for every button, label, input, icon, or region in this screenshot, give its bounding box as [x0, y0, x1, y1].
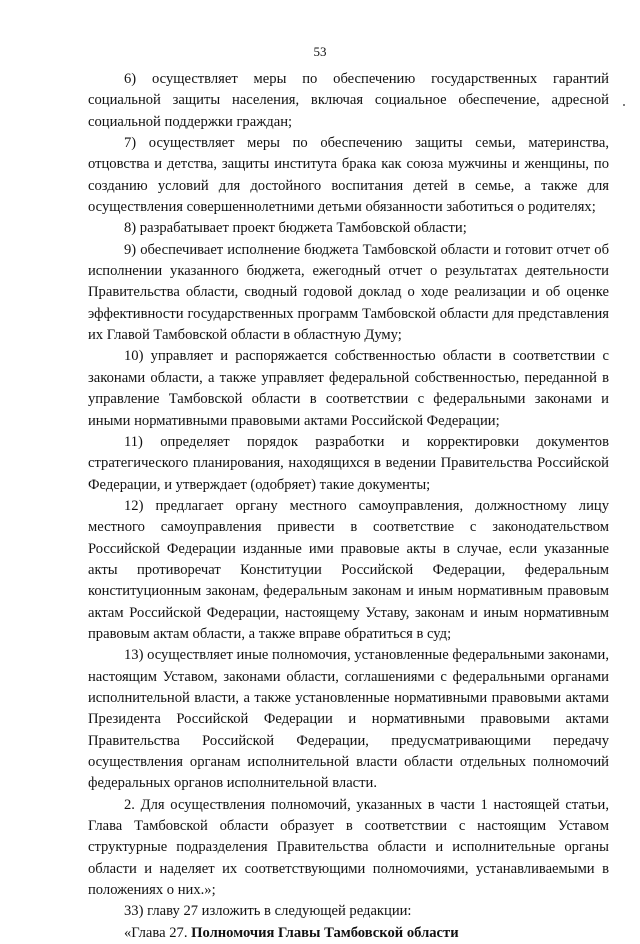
- chapter-heading-title: Полномочия Главы Тамбовской области: [191, 924, 459, 941]
- paragraph-item-11: 11) определяет порядок разработки и корректировки документов стратегического планирования, находящихся в ведении Правительства Российской Федерации, и утверждает (одобряет) такие документы;: [88, 433, 609, 493]
- paragraph-item-7: 7) осуществляет меры по обеспечению защиты семьи, материнства, отцовства и детства, защиты института брака как союза мужчины и женщины, по созданию условий для достойного воспитания детей в семье, а также для осуществления совершеннолетними детьми обязанности заботиться о родителях;: [88, 135, 609, 216]
- page-number: 53: [313, 44, 327, 59]
- paragraph-item-8: 8) разрабатывает проект бюджета Тамбовской области;: [124, 220, 467, 237]
- paragraph-item-10: 10) управляет и распоряжается собственностью области в соответствии с законами области, а также управляет федеральной собственностью, переданной в управление Тамбовской области в соответствии с федеральными законами и иными нормативными правовыми актами Российской Федерации;: [88, 348, 609, 429]
- scan-artifact-dot: [623, 104, 625, 106]
- paragraph-item-6: 6) осуществляет меры по обеспечению государственных гарантий социальной защиты населения, включая социальное обеспечение, адресной социальной поддержки граждан;: [88, 71, 609, 130]
- chapter-heading: [88, 923, 609, 944]
- paragraph-part-2: 2. Для осуществления полномочий, указанных в части 1 настоящей статьи, Глава Тамбовской области образует в соответствии с настоящим Уставом структурные подразделения Правительства области и исполнительные органы области и наделяет их соответствующими полномочиями, устанавливаемыми в положениях о них.»;: [88, 796, 609, 899]
- paragraph-item-13: 13) осуществляет иные полномочия, установленные федеральными законами, настоящим Уставом, законами области, соглашениями с федеральными органами исполнительной власти, а также установленные нормативными правовыми актами Президента Российской Федерации и нормативными правовыми актами Правительства Российской Федерации, предусматривающими передачу осуществления органам исполнительной власти области отдельных полномочий федеральных органов исполнительной власти.: [88, 647, 609, 792]
- paragraph-item-12: 12) предлагает органу местного самоуправления, должностному лицу местного самоуправления привести в соответствие с законодательством Российской Федерации изданные ими правовые акты в случае, если указанные акты противоречат Конституции Российской Федерации, федеральным конституционным законам, федеральным законам и иным нормативным правовым актам Российской Федерации, настоящему Уставу, законам и иным нормативным правовым актам области, а также вправе обратиться в суд;: [88, 497, 609, 642]
- paragraph-item-9: 9) обеспечивает исполнение бюджета Тамбовской области и готовит отчет об исполнении указанного бюджета, ежегодный отчет о результатах деятельности Правительства области, сводный годовой доклад о ходе реализации и об оценке эффективности государственных программ Тамбовской области для представления их Главой Тамбовской области в областную Думу;: [88, 241, 609, 344]
- chapter-heading-prefix: «Глава 27.: [124, 924, 192, 941]
- paragraph-amendment-33: 33) главу 27 изложить в следующей редакции:: [124, 903, 412, 920]
- body-text: [88, 69, 609, 944]
